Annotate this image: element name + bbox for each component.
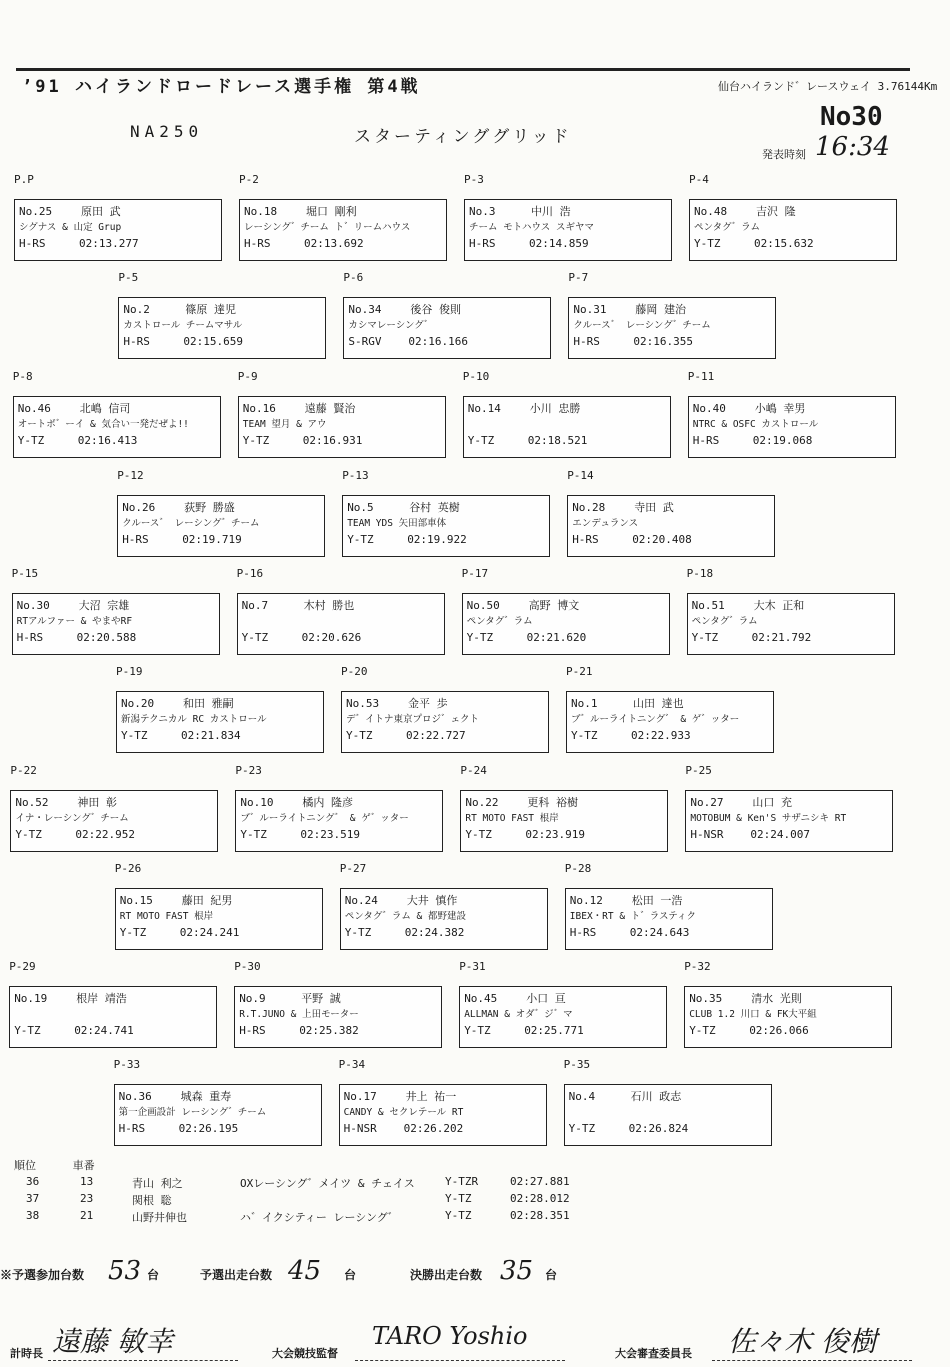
team-name bbox=[468, 417, 666, 433]
grid-entry-box bbox=[565, 888, 773, 950]
grid-position-label: P-11 bbox=[687, 370, 715, 383]
rider-name: 金平 歩 bbox=[408, 697, 448, 710]
sheet-number: No30 bbox=[820, 102, 883, 132]
grid-position-label: P-17 bbox=[461, 567, 489, 580]
qualifying-time: 02:26.195 bbox=[178, 1122, 239, 1135]
rider-name: 中川 浩 bbox=[531, 205, 571, 218]
grid-entry-box bbox=[460, 790, 668, 852]
non-qualifier-rank: 37 bbox=[26, 1192, 40, 1205]
qualifying-time: 02:24.643 bbox=[629, 926, 690, 939]
car-number: No.9 bbox=[239, 992, 266, 1005]
qualifying-time: 02:15.632 bbox=[754, 237, 814, 250]
qualifying-time: 02:19.719 bbox=[182, 533, 242, 546]
rank-header: 順位 bbox=[14, 1159, 36, 1172]
grid-entry-box bbox=[341, 691, 549, 753]
grid-position-label: P-5 bbox=[118, 271, 139, 284]
car-number: No.45 bbox=[464, 992, 498, 1005]
team-name: ブ゛ルーライトニング゛ & ゲ゛ッター bbox=[571, 714, 740, 725]
grid-position-label: P-21 bbox=[566, 665, 593, 678]
grid-entry-box bbox=[12, 593, 220, 655]
timekeeper-line bbox=[48, 1360, 238, 1361]
team-name: カストロール チームマサル bbox=[123, 320, 243, 331]
non-qualifier-rank: 38 bbox=[26, 1209, 40, 1222]
non-qualifier-time: 02:28.012 bbox=[510, 1192, 570, 1205]
qualifying-time: 02:16.931 bbox=[302, 434, 363, 447]
final-starters-unit: 台 bbox=[545, 1268, 558, 1282]
grid-position-label: P-22 bbox=[10, 764, 37, 777]
grid-position-label: P-20 bbox=[341, 665, 368, 678]
car-number: No.20 bbox=[121, 697, 155, 710]
team-name: ペンタグ゛ラム bbox=[466, 616, 533, 627]
qualifying-time: 02:25.382 bbox=[299, 1024, 359, 1037]
team-name: チーム モトハウス スギヤマ bbox=[469, 222, 594, 233]
team-name bbox=[242, 614, 440, 630]
non-qualifier-machine: Y-TZ bbox=[445, 1192, 472, 1205]
rider-name: 根岸 靖浩 bbox=[76, 992, 127, 1005]
grid-position-label: P-24 bbox=[460, 764, 487, 777]
header-rule bbox=[16, 68, 910, 71]
qualify-entries-unit: 台 bbox=[147, 1268, 160, 1282]
grid-entry-box bbox=[114, 1084, 322, 1146]
team-name: クルース゛ レーシング゛チーム bbox=[122, 518, 260, 529]
grid-entry-box bbox=[239, 199, 447, 261]
grid-position-label: P-6 bbox=[343, 271, 364, 284]
grid-position-label: P-31 bbox=[459, 960, 486, 973]
rider-name: 後谷 俊則 bbox=[410, 303, 462, 316]
qualifying-time: 02:24.741 bbox=[74, 1024, 134, 1037]
team-name: ペンタグ゛ラム bbox=[691, 616, 758, 627]
team-name: クルース゛ レーシング゛チーム bbox=[573, 320, 711, 331]
director-label: 大会競技監督 bbox=[272, 1347, 338, 1360]
grid-entry-box bbox=[14, 199, 222, 261]
grid-position-label: P-15 bbox=[11, 567, 39, 580]
machine: H-RS bbox=[118, 1122, 146, 1135]
grid-entry-box bbox=[13, 396, 221, 458]
team-name: 新潟テクニカル RC カストロール bbox=[121, 714, 267, 725]
machine: Y-TZ bbox=[240, 828, 267, 841]
machine: Y-TZ bbox=[694, 237, 721, 250]
team-name: CLUB 1.2 川口 & FK大平組 bbox=[689, 1009, 817, 1020]
grid-entry-box bbox=[9, 986, 217, 1048]
machine: Y-TZ bbox=[241, 631, 269, 644]
non-qualifier-row bbox=[0, 1192, 950, 1208]
car-number: No.46 bbox=[17, 402, 51, 415]
rider-name: 石川 政志 bbox=[630, 1090, 682, 1103]
team-name: RT MOTO FAST 根岸 bbox=[465, 813, 559, 824]
car-number: No.53 bbox=[346, 697, 380, 710]
rider-name: 神田 彰 bbox=[77, 796, 118, 809]
team-name: RTアルファー & やまやRF bbox=[16, 616, 133, 627]
team-name: ALLMAN & オダ゛ジ゛マ bbox=[464, 1009, 573, 1020]
non-qualifier-team: ハ゛イクシティー レーシング゛ bbox=[240, 1211, 399, 1224]
grid-position-label: P-27 bbox=[339, 862, 367, 875]
qualifying-time: 02:24.241 bbox=[179, 926, 240, 939]
grid-title: スターティンググリッド bbox=[354, 127, 572, 147]
machine: Y-TZ bbox=[346, 729, 373, 742]
director-signature: TARO Yoshio bbox=[372, 1322, 528, 1350]
non-qualifier-team: OXレーシング゛メイツ & チェイス bbox=[240, 1177, 415, 1190]
rider-name: 山口 充 bbox=[752, 796, 793, 809]
rider-name: 藤田 紀男 bbox=[181, 894, 233, 907]
qualifying-time: 02:26.066 bbox=[749, 1024, 809, 1037]
qualifying-time: 02:14.859 bbox=[529, 237, 589, 250]
car-number: No.19 bbox=[14, 992, 48, 1005]
grid-position-label: P-8 bbox=[12, 370, 33, 383]
qualifying-time: 02:19.922 bbox=[407, 533, 467, 546]
machine: Y-TZ bbox=[465, 828, 492, 841]
published-label: 発表時刻 bbox=[762, 148, 806, 161]
team-name bbox=[14, 1007, 212, 1023]
non-qualifier-rank: 36 bbox=[26, 1175, 40, 1188]
machine: Y-TZ bbox=[568, 1122, 596, 1135]
grid-entry-box bbox=[118, 297, 326, 359]
non-qualifier-car: 23 bbox=[80, 1192, 94, 1205]
car-number: No.28 bbox=[572, 501, 606, 514]
grid-position-label: P-32 bbox=[684, 960, 711, 973]
grid-entry-box bbox=[462, 593, 670, 655]
qualifying-time: 02:18.521 bbox=[527, 434, 588, 447]
grid-entry-box bbox=[237, 593, 445, 655]
qualifying-time: 02:25.771 bbox=[524, 1024, 584, 1037]
car-number: No.52 bbox=[15, 796, 49, 809]
machine: H-RS bbox=[573, 335, 600, 348]
car-number: No.10 bbox=[240, 796, 274, 809]
circuit-info: 仙台ハイランド゛レースウェイ 3.76144Km bbox=[718, 80, 938, 93]
team-name: RT MOTO FAST 根岸 bbox=[119, 911, 214, 922]
team-name: TEAM YDS 矢田部車体 bbox=[347, 518, 447, 529]
car-number: No.26 bbox=[122, 501, 156, 514]
rider-name: 吉沢 隆 bbox=[756, 205, 796, 218]
rider-name: 山田 達也 bbox=[633, 697, 684, 710]
team-name: TEAM 望月 & アウ bbox=[242, 419, 327, 430]
grid-entry-box bbox=[684, 986, 892, 1048]
qualifying-time: 02:21.620 bbox=[526, 631, 587, 644]
grid-entry-box bbox=[342, 495, 550, 557]
machine: H-RS bbox=[569, 926, 597, 939]
rider-name: 原田 武 bbox=[81, 205, 121, 218]
grid-position-label: P-7 bbox=[568, 271, 589, 284]
machine: H-NSR bbox=[343, 1122, 377, 1135]
rider-name: 寺田 武 bbox=[634, 501, 674, 514]
car-number: No.12 bbox=[569, 894, 603, 907]
car-number: No.17 bbox=[343, 1090, 377, 1103]
qualifying-time: 02:24.007 bbox=[750, 828, 810, 841]
non-qualifier-name: 青山 利之 bbox=[132, 1177, 183, 1190]
machine: H-RS bbox=[16, 631, 44, 644]
team-name: デ゛イトナ東京プロジ゛ェクト bbox=[346, 714, 480, 725]
car-number: No.51 bbox=[691, 599, 725, 612]
machine: Y-TZ bbox=[344, 926, 372, 939]
team-name: カシマレーシング゛ bbox=[348, 320, 434, 331]
car-number: No.5 bbox=[347, 501, 374, 514]
machine: H-RS bbox=[692, 434, 720, 447]
qualifying-time: 02:20.588 bbox=[76, 631, 137, 644]
machine: Y-TZ bbox=[689, 1024, 716, 1037]
rider-name: 高野 博文 bbox=[528, 599, 580, 612]
team-name: ペンタグ゛ラム & 都野建設 bbox=[344, 911, 466, 922]
grid-position-label: P-12 bbox=[117, 469, 144, 482]
car-number: No.48 bbox=[694, 205, 728, 218]
car-number: No.7 bbox=[241, 599, 269, 612]
machine: Y-TZ bbox=[14, 1024, 41, 1037]
grid-entry-box bbox=[464, 199, 672, 261]
machine: Y-TZ bbox=[691, 631, 719, 644]
car-number: No.35 bbox=[689, 992, 723, 1005]
car-header: 車番 bbox=[72, 1159, 95, 1172]
document-title: ’91 ハイランドロードレース選手権 第4戦 bbox=[22, 77, 421, 97]
qualifying-time: 02:26.824 bbox=[628, 1122, 689, 1135]
machine: H-RS bbox=[239, 1024, 266, 1037]
rider-name: 清水 光則 bbox=[751, 992, 802, 1005]
steward-signature: 佐々木 俊樹 bbox=[728, 1325, 877, 1358]
grid-position-label: P-29 bbox=[9, 960, 36, 973]
team-name: オートボ゛ーイ & 気合い一発だぜよ!! bbox=[17, 419, 189, 430]
grid-position-label: P-3 bbox=[464, 173, 484, 186]
rider-name: 松田 一浩 bbox=[631, 894, 683, 907]
rider-name: 谷村 英樹 bbox=[409, 501, 460, 514]
grid-position-label: P-30 bbox=[234, 960, 261, 973]
rider-name: 堀口 剛利 bbox=[306, 205, 357, 218]
grid-entry-box bbox=[568, 297, 776, 359]
team-name: イナ・レーシング゛チーム bbox=[15, 813, 129, 824]
machine: Y-TZ bbox=[121, 729, 148, 742]
car-number: No.50 bbox=[466, 599, 500, 612]
rider-name: 更科 裕樹 bbox=[527, 796, 579, 809]
grid-entry-box bbox=[117, 495, 325, 557]
team-name: 第一企画設計 レーシング゛チーム bbox=[118, 1107, 267, 1118]
grid-position-label: P-4 bbox=[689, 173, 709, 186]
qualifying-time: 02:22.952 bbox=[75, 828, 135, 841]
machine: Y-TZ bbox=[119, 926, 147, 939]
grid-position-label: P-16 bbox=[236, 567, 264, 580]
grid-position-label: P-28 bbox=[564, 862, 592, 875]
team-name: NTRC & OSFC カストロール bbox=[692, 419, 819, 430]
grid-position-label: P-25 bbox=[685, 764, 712, 777]
non-qualifier-car: 21 bbox=[80, 1209, 94, 1222]
car-number: No.22 bbox=[465, 796, 499, 809]
car-number: No.31 bbox=[573, 303, 607, 316]
grid-entry-box bbox=[339, 1084, 547, 1146]
qualifying-time: 02:13.692 bbox=[304, 237, 364, 250]
grid-entry-box bbox=[689, 199, 897, 261]
machine: Y-TZ bbox=[347, 533, 374, 546]
machine: Y-TZ bbox=[242, 434, 270, 447]
qualifying-time: 02:24.382 bbox=[404, 926, 465, 939]
rider-name: 大沼 宗雄 bbox=[78, 599, 130, 612]
qualifying-time: 02:23.519 bbox=[300, 828, 360, 841]
qualify-entries-count: 53 bbox=[108, 1256, 142, 1286]
grid-entry-box bbox=[340, 888, 548, 950]
grid-position-label: P-19 bbox=[116, 665, 143, 678]
car-number: No.3 bbox=[469, 205, 496, 218]
qualifying-time: 02:16.166 bbox=[408, 335, 468, 348]
grid-position-label: P-10 bbox=[462, 370, 490, 383]
qualify-starters-label: 予選出走台数 bbox=[200, 1268, 273, 1282]
non-qualifier-time: 02:27.881 bbox=[510, 1175, 570, 1188]
qualifying-time: 02:22.933 bbox=[631, 729, 691, 742]
team-name: ペンタグ゛ラム bbox=[694, 222, 761, 233]
grid-entry-box bbox=[687, 593, 895, 655]
class-name: NA250 bbox=[130, 122, 204, 141]
car-number: No.18 bbox=[244, 205, 278, 218]
qualifying-time: 02:26.202 bbox=[403, 1122, 464, 1135]
qualifying-time: 02:20.408 bbox=[632, 533, 692, 546]
rider-name: 和田 雅嗣 bbox=[183, 697, 234, 710]
car-number: No.4 bbox=[568, 1090, 596, 1103]
rider-name: 大木 正和 bbox=[753, 599, 805, 612]
published-time: 16:34 bbox=[815, 132, 890, 162]
grid-position-label: P-13 bbox=[342, 469, 369, 482]
qualifying-time: 02:13.277 bbox=[79, 237, 139, 250]
grid-position-label: P-9 bbox=[237, 370, 258, 383]
grid-entry-box bbox=[116, 691, 324, 753]
non-qualifier-machine: Y-TZR bbox=[445, 1175, 479, 1188]
grid-position-label: P-18 bbox=[686, 567, 714, 580]
grid-entry-box bbox=[234, 986, 442, 1048]
machine: S-RGV bbox=[348, 335, 382, 348]
qualifying-time: 02:21.834 bbox=[181, 729, 241, 742]
team-name bbox=[569, 1105, 767, 1121]
car-number: No.1 bbox=[571, 697, 598, 710]
timekeeper-label: 計時長 bbox=[10, 1347, 43, 1360]
machine: Y-TZ bbox=[15, 828, 42, 841]
team-name: ブ゛ルーライトニング゛ & ゲ゛ッター bbox=[240, 813, 409, 824]
grid-position-label: P-35 bbox=[563, 1058, 591, 1071]
grid-entry-box bbox=[238, 396, 446, 458]
grid-entry-box bbox=[567, 495, 775, 557]
qualifying-time: 02:21.792 bbox=[751, 631, 812, 644]
machine: Y-TZ bbox=[466, 631, 494, 644]
non-qualifier-car: 13 bbox=[80, 1175, 94, 1188]
grid-position-label: P-2 bbox=[239, 173, 259, 186]
grid-position-label: P-34 bbox=[338, 1058, 366, 1071]
grid-position-label: P.P bbox=[14, 173, 34, 186]
machine: H-RS bbox=[572, 533, 599, 546]
grid-entry-box bbox=[235, 790, 443, 852]
steward-line bbox=[712, 1360, 912, 1361]
qualifying-time: 02:19.068 bbox=[752, 434, 813, 447]
rider-name: 北嶋 信司 bbox=[79, 402, 131, 415]
grid-position-label: P-33 bbox=[113, 1058, 141, 1071]
grid-entry-box bbox=[688, 396, 896, 458]
qualify-starters-count: 45 bbox=[288, 1256, 322, 1286]
car-number: No.36 bbox=[118, 1090, 152, 1103]
machine: H-RS bbox=[469, 237, 496, 250]
team-name: IBEX・RT & ト゛ラスティク bbox=[569, 911, 697, 922]
rider-name: 小川 忠勝 bbox=[529, 402, 581, 415]
non-qualifier-name: 関根 聡 bbox=[132, 1194, 172, 1207]
qualify-entries-label: ※予選参加台数 bbox=[0, 1268, 85, 1282]
final-starters-count: 35 bbox=[500, 1256, 534, 1286]
qualify-starters-unit: 台 bbox=[344, 1268, 357, 1282]
non-qualifier-row bbox=[0, 1175, 950, 1191]
rider-name: 大井 慎作 bbox=[406, 894, 458, 907]
machine: H-RS bbox=[244, 237, 271, 250]
machine: H-NSR bbox=[690, 828, 724, 841]
grid-entry-box bbox=[10, 790, 218, 852]
grid-entry-box bbox=[564, 1084, 772, 1146]
grid-entry-box bbox=[459, 986, 667, 1048]
qualifying-time: 02:22.727 bbox=[406, 729, 466, 742]
rider-name: 篠原 達児 bbox=[185, 303, 237, 316]
rider-name: 平野 誠 bbox=[301, 992, 341, 1005]
machine: Y-TZ bbox=[467, 434, 495, 447]
team-name: シグナス & 山定 Grup bbox=[19, 222, 122, 233]
grid-position-label: P-26 bbox=[114, 862, 142, 875]
machine: H-RS bbox=[123, 335, 150, 348]
rider-name: 小嶋 幸男 bbox=[754, 402, 806, 415]
grid-entry-box bbox=[343, 297, 551, 359]
team-name: MOTOBUM & Ken'S サザニシキ RT bbox=[690, 813, 847, 824]
machine: Y-TZ bbox=[571, 729, 598, 742]
qualifying-time: 02:15.659 bbox=[183, 335, 243, 348]
rider-name: 橘内 隆彦 bbox=[302, 796, 354, 809]
grid-entry-box bbox=[115, 888, 323, 950]
grid-position-label: P-14 bbox=[567, 469, 594, 482]
rider-name: 藤岡 建治 bbox=[635, 303, 687, 316]
machine: Y-TZ bbox=[17, 434, 45, 447]
machine: H-RS bbox=[122, 533, 149, 546]
non-qualifier-name: 山野井伸也 bbox=[132, 1211, 187, 1224]
rider-name: 遠藤 賢治 bbox=[304, 402, 356, 415]
team-name: R.T.JUNO & 上田モーター bbox=[239, 1009, 359, 1020]
rider-name: 井上 祐一 bbox=[405, 1090, 457, 1103]
machine: H-RS bbox=[19, 237, 46, 250]
car-number: No.34 bbox=[348, 303, 382, 316]
rider-name: 城森 重寿 bbox=[180, 1090, 232, 1103]
non-qualifier-time: 02:28.351 bbox=[510, 1209, 570, 1222]
team-name: レーシング゛チーム ト゛リームハウス bbox=[244, 222, 411, 233]
car-number: No.24 bbox=[344, 894, 378, 907]
director-line bbox=[355, 1360, 565, 1361]
rider-name: 荻野 勝盛 bbox=[184, 501, 235, 514]
grid-position-label: P-23 bbox=[235, 764, 262, 777]
machine: Y-TZ bbox=[464, 1024, 491, 1037]
qualifying-time: 02:23.919 bbox=[525, 828, 585, 841]
car-number: No.40 bbox=[692, 402, 726, 415]
final-starters-label: 決勝出走台数 bbox=[410, 1268, 483, 1282]
non-qualifier-row bbox=[0, 1209, 950, 1225]
car-number: No.16 bbox=[242, 402, 276, 415]
rider-name: 木村 勝也 bbox=[303, 599, 355, 612]
team-name: CANDY & セクレテール RT bbox=[343, 1107, 464, 1118]
grid-entry-box bbox=[685, 790, 893, 852]
non-qualifier-header bbox=[14, 1157, 95, 1173]
car-number: No.15 bbox=[119, 894, 153, 907]
qualifying-time: 02:16.413 bbox=[77, 434, 138, 447]
grid-entry-box bbox=[463, 396, 671, 458]
team-name: エンデュランス bbox=[572, 518, 639, 529]
non-qualifier-machine: Y-TZ bbox=[445, 1209, 472, 1222]
qualifying-time: 02:16.355 bbox=[633, 335, 693, 348]
rider-name: 小口 亘 bbox=[526, 992, 566, 1005]
car-number: No.25 bbox=[19, 205, 53, 218]
steward-label: 大会審査委員長 bbox=[615, 1347, 692, 1360]
car-number: No.27 bbox=[690, 796, 724, 809]
grid-entry-box bbox=[566, 691, 774, 753]
car-number: No.30 bbox=[16, 599, 50, 612]
qualifying-time: 02:20.626 bbox=[301, 631, 362, 644]
car-number: No.14 bbox=[467, 402, 501, 415]
car-number: No.2 bbox=[123, 303, 150, 316]
timekeeper-signature: 遠藤 敏幸 bbox=[52, 1325, 173, 1358]
